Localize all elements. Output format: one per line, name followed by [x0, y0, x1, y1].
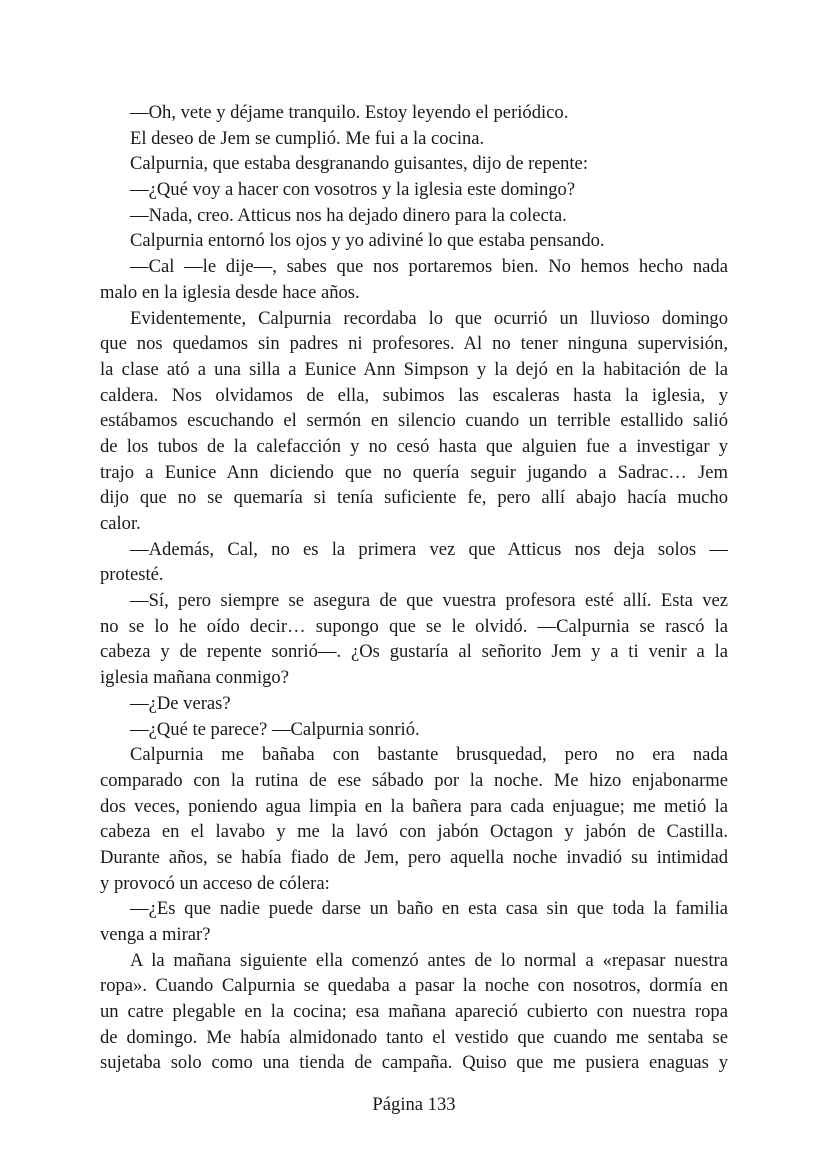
paragraph: [100, 151, 728, 177]
text-line: —Nada, creo. Atticus nos ha dejado dinero para la colecta.: [130, 204, 567, 226]
text-line: —¿De veras?: [130, 692, 231, 714]
text-line: no se lo he oído decir… supongo que se le olvidó. —Calpurnia se rascó la: [100, 615, 728, 637]
text-line: un catre plegable en la cocina; esa mañana apareció cubierto con nuestra ropa: [100, 1001, 728, 1023]
text-line: —Además, Cal, no es la primera vez que Atticus nos deja solos —: [130, 538, 728, 560]
paragraph: [100, 948, 728, 1076]
text-line: venga a mirar?: [100, 924, 211, 945]
text-line: —¿Es que nadie puede darse un baño en esta casa sin que toda la familia: [130, 898, 728, 920]
text-line: y provocó un acceso de cólera:: [100, 872, 330, 894]
paragraph: [100, 228, 728, 254]
text-line: protesté.: [100, 564, 164, 586]
text-line: —Oh, vete y déjame tranquilo. Estoy leyendo el periódico.: [130, 102, 569, 123]
text-line: de domingo. Me había almidonado tanto el vestido que cuando me sentaba se: [100, 1026, 728, 1048]
text-line: —Cal —le dije—, sabes que nos portaremos bien. No hemos hecho nada: [130, 256, 728, 278]
text-line: cabeza en el lavabo y me la lavó con jabón Octagon y jabón de Castilla.: [100, 821, 728, 843]
text-line: la clase ató a una silla a Eunice Ann Simpson y la dejó en la habitación de la: [100, 358, 728, 380]
text-line: sujetaba solo como una tienda de campaña. Quiso que me pusiera enaguas y: [100, 1052, 728, 1074]
paragraph: [100, 588, 728, 691]
text-line: comparado con la rutina de ese sábado por la noche. Me hizo enjabonarme: [100, 769, 728, 791]
text-line: Calpurnia entornó los ojos y yo adiviné lo que estaba pensando.: [130, 230, 605, 252]
page-number: Página 133: [372, 1094, 456, 1115]
text-line: Calpurnia me bañaba con bastante brusquedad, pero no era nada: [130, 744, 728, 766]
text-line: trajo a Eunice Ann diciendo que no quería seguir jugando a Sadrac… Jem: [100, 461, 728, 483]
paragraph: [100, 100, 728, 126]
text-line: El deseo de Jem se cumplió. Me fui a la cocina.: [130, 127, 485, 149]
text-line: Evidentemente, Calpurnia recordaba lo que ocurrió un lluvioso domingo: [130, 307, 728, 329]
paragraph: [100, 717, 728, 743]
text-line: —¿Qué te parece? —Calpurnia sonrió.: [130, 718, 420, 740]
paragraph: [100, 126, 728, 152]
text-line: malo en la iglesia desde hace años.: [100, 281, 360, 303]
text-line: A la mañana siguiente ella comenzó antes de lo normal a «repasar nuestra: [130, 949, 728, 971]
text-line: iglesia mañana conmigo?: [100, 667, 289, 689]
paragraph: [100, 177, 728, 203]
text-line: estábamos escuchando el sermón en silencio cuando un terrible estallido salió: [100, 410, 728, 432]
paragraph: [100, 742, 728, 896]
text-line: —Sí, pero siempre se asegura de que vuestra profesora esté allí. Esta vez: [130, 590, 728, 612]
text-line: calor.: [100, 513, 141, 534]
paragraph: [100, 306, 728, 537]
text-line: de los tubos de la calefacción y no cesó hasta que alguien fue a investigar y: [100, 435, 728, 457]
text-line: Durante años, se había fiado de Jem, pero aquella noche invadió su intimidad: [100, 846, 728, 868]
paragraph: [100, 203, 728, 229]
body-text: [100, 100, 728, 1076]
text-line: dijo que no se quemaría si tenía suficiente fe, pero allí abajo hacía mucho: [100, 487, 728, 509]
text-line: cabeza y de repente sonrió—. ¿Os gustaría al señorito Jem y a ti venir a la: [100, 641, 728, 663]
paragraph: [100, 537, 728, 588]
text-line: caldera. Nos olvidamos de ella, subimos las escaleras hasta la iglesia, y: [100, 384, 728, 406]
paragraph: [100, 254, 728, 305]
text-line: Calpurnia, que estaba desgranando guisantes, dijo de repente:: [130, 153, 588, 175]
text-line: que nos quedamos sin padres ni profesores. Al no tener ninguna supervisión,: [100, 333, 728, 355]
paragraph: [100, 691, 728, 717]
text-line: ropa». Cuando Calpurnia se quedaba a pasar la noche con nosotros, dormía en: [100, 975, 728, 997]
paragraph: [100, 896, 728, 947]
text-line: —¿Qué voy a hacer con vosotros y la iglesia este domingo?: [130, 179, 576, 201]
text-line: dos veces, poniendo agua limpia en la bañera para cada enjuague; me metió la: [100, 795, 728, 817]
